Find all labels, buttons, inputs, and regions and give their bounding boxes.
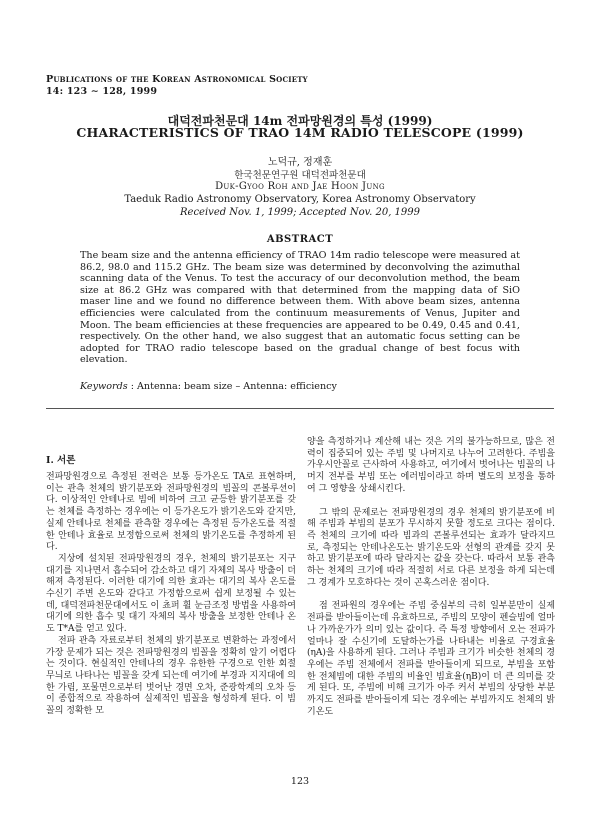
received-accepted-dates: Received Nov. 1, 1999; Accepted Nov. 20, 1999 <box>180 207 420 218</box>
abstract-heading: ABSTRACT <box>266 234 334 245</box>
affiliation-english: Taeduk Radio Astronomy Observatory, Korea Astronomy Observatory <box>124 194 476 205</box>
title-english: CHARACTERISTICS OF TRAO 14M RADIO TELESCOPE (1999) <box>76 125 524 140</box>
keywords-label: Keywords <box>80 381 128 392</box>
divider-rule <box>46 408 554 409</box>
paragraph: 점 전파원의 경우에는 주빔 중심부의 극히 일부분만이 실제 전파를 받아들이는데 유효하므로, 주빔의 모양이 펜슬빔에 얼마나 가까운가가 의미 있는 값이다. 즉 특정 방향에서 오는 전파가 얼마나 잘 수신기에 도달하는가를 나타내는 비율로 구경효율(ηA)을 사용하게 된다. 그러나 주빔과 크기가 비슷한 천체의 경우에는 주빔 전체에서 전파를 받아들이게 되므로, 부빔을 포함한 전체빔에 대한 주빔의 비율인 빔효율(ηB)이 더 큰 의미를 갖게 된다. 또, 주빔에 비해 크기가 아주 커서 부빔의 상당한 부분까지도 전파를 받아들이게 되는 경우에는 부빔까지도 천체의 밝기온도 <box>307 601 555 717</box>
paragraph-gap <box>307 496 555 508</box>
paragraph: 전파망원경으로 측정된 전력은 보통 등가온도 TA로 표현하며, 이는 관측 천체의 밝기분포와 전파망원경의 빔꼴의 콘볼루션이다. 이상적인 안테나로 빔에 비하여 크고 균등한 밝기분포를 갖는 천체를 측정하는 경우에는 이 등가온도가 밝기온도와 같지만, 실제 안테나로 천체를 관측할 경우에는 측정된 등가온도를 적절한 안테나 효율로 보정함으로써 천체의 밝기온도를 추정하게 된다. <box>46 472 296 553</box>
authors-korean: 노덕규, 정재훈 <box>267 157 333 168</box>
title-korean: 대덕전파천문대 14m 전파망원경의 특성 (1999) <box>167 114 433 128</box>
paragraph-gap <box>307 589 555 601</box>
authors-english: Duk-Gyoo Roh and Jae Hoon Jung <box>215 181 385 192</box>
body-column-left <box>46 472 296 718</box>
journal-header <box>46 74 308 98</box>
paragraph: 지상에 설치된 전파망원경의 경우, 천체의 밝기분포는 지구 대기를 지나면서 흡수되어 감소하고 대기 자체의 복사 방출이 더해져 측정된다. 이러한 대기에 의한 효과는 대기의 복사 온도를 수신기 주변 온도와 같다고 가정함으로써 쉽게 보정될 수 있는데, 대덕전파천문대에서도 이 쵸퍼 휠 눈금조정 방법을 사용하여 대기에 의한 흡수 및 대기 자체의 복사 방출을 보정한 안테나 온도 T*A를 얻고 있다. <box>46 553 296 635</box>
abstract-text: The beam size and the antenna efficiency of TRAO 14m radio telescope were measured at 86.2, 98.0 and 115.2 GHz. The beam size was determined by deconvolving the azimuthal scanning data of the Venus. To test the accuracy of our deconvolution method, the beam size at 86.2 GHz was compared with that determined from the mapping data of SiO maser line and we found no difference between them. With above beam sizes, antenna efficiencies were calculated from the continuum measurements of Venus, Jupiter and Moon. The beam efficiencies at these frequencies are appeared to be 0.49, 0.45 and 0.41, respectively. On the other hand, we also suggest that an automatic focus setting can be adopted for TRAO radio telescope based on the gradual change of best focus with elevation. <box>80 250 520 366</box>
keywords-text: : Antenna: beam size – Antenna: efficiency <box>130 381 337 392</box>
paragraph: 양을 측정하거나 계산해 내는 것은 거의 불가능하므로, 많은 전력이 집중되어 있는 주빔 및 나머지로 나누어 고려한다. 주빔을 가우시안꼴로 근사하여 사용하고, 여기에서 벗어나는 빔꼴의 나머지 전부를 부빔 또는 에러빔이라고 하며 별도의 보정을 통하여 그 영향을 상쇄시킨다. <box>307 437 555 494</box>
keywords <box>80 381 520 392</box>
section-heading: I. 서론 <box>46 455 76 466</box>
paragraph: 전파 관측 자료로부터 천체의 밝기분포로 변환하는 과정에서 가장 문제가 되는 것은 전파망원경의 빔꼴을 정확히 알기 어렵다는 것이다. 현실적인 안테나의 경우 유한한 구경으로 인한 회절 무늬로 나타나는 빔꼴을 갖게 되는데 여기에 부경과 지지대에 의한 가림, 포물면으로부터 벗어난 경면 오차, 준광학계의 오차 등이 종합적으로 작용하여 실제적인 빔꼴을 형성하게 된다. 이 빔꼴의 정확한 모 <box>46 635 296 717</box>
journal-volume: 14: 123 ∼ 128, 1999 <box>46 86 158 97</box>
page-number: 123 <box>290 776 310 787</box>
journal-name: Publications of the Korean Astronomical Society <box>46 74 308 85</box>
paragraph: 그 밖의 문제로는 전파망원경의 경우 천체의 밝기분포에 비해 주빔과 부빔의 분포가 무시하지 못할 정도로 크다는 점이다. 즉 천체의 크기에 따라 빔과의 콘볼루션되는 효과가 달라지므로, 측정되는 안테나온도는 밝기온도와 선형의 관계를 갖지 못하고 밝기분포에 따라 달라지는 값을 갖는다. 따라서 보통 관측하는 천체의 크기에 따라 적절히 서로 다른 보정을 하게 되는데 그 경계가 모호하다는 것이 곤혹스러운 점이다. <box>307 507 555 588</box>
affiliation-korean: 한국천문연구원 대덕전파천문대 <box>234 170 366 181</box>
body-column-right <box>307 437 555 718</box>
